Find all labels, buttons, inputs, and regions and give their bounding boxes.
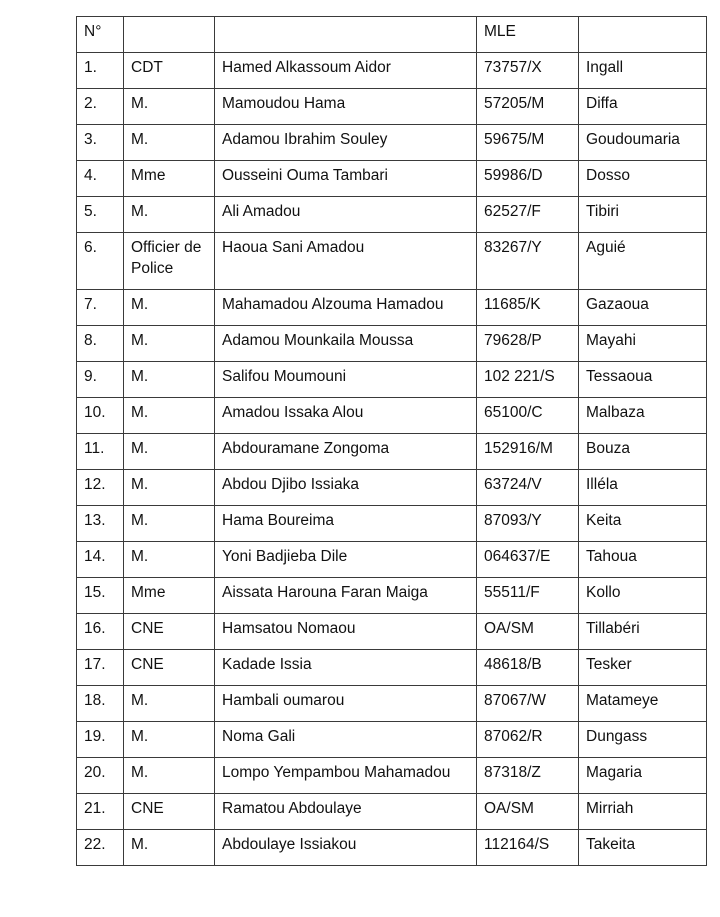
row-name-cell: Amadou Issaka Alou	[215, 398, 477, 434]
table-row	[77, 89, 707, 125]
row-mle-cell: 87067/W	[477, 686, 579, 722]
row-number-cell: 22.	[77, 830, 124, 866]
row-mle-cell: 79628/P	[477, 326, 579, 362]
row-title-cell: M.	[124, 542, 215, 578]
row-name-cell: Mamoudou Hama	[215, 89, 477, 125]
row-mle-cell: OA/SM	[477, 614, 579, 650]
row-name-cell: Kadade Issia	[215, 650, 477, 686]
table-row	[77, 53, 707, 89]
table-row	[77, 125, 707, 161]
row-title-cell: M.	[124, 290, 215, 326]
row-number-cell: 18.	[77, 686, 124, 722]
row-title-cell: M.	[124, 89, 215, 125]
row-number-cell: 3.	[77, 125, 124, 161]
row-number-cell: 4.	[77, 161, 124, 197]
row-title-cell: M.	[124, 434, 215, 470]
row-name-cell: Abdoulaye Issiakou	[215, 830, 477, 866]
row-locality-cell: Bouza	[579, 434, 707, 470]
row-mle-cell: 59986/D	[477, 161, 579, 197]
row-locality-cell: Tillabéri	[579, 614, 707, 650]
row-title-cell: CNE	[124, 794, 215, 830]
row-name-cell: Aissata Harouna Faran Maiga	[215, 578, 477, 614]
header-title	[124, 17, 215, 53]
row-title-cell: Officier de Police	[124, 233, 215, 290]
row-locality-cell: Matameye	[579, 686, 707, 722]
row-name-cell: Adamou Mounkaila Moussa	[215, 326, 477, 362]
row-mle-cell: 55511/F	[477, 578, 579, 614]
row-title-cell: M.	[124, 326, 215, 362]
row-locality-cell: Illéla	[579, 470, 707, 506]
row-locality-cell: Tibiri	[579, 197, 707, 233]
roster-table	[76, 16, 707, 866]
row-title-cell: M.	[124, 125, 215, 161]
table-row	[77, 614, 707, 650]
table-row	[77, 830, 707, 866]
row-mle-cell: 62527/F	[477, 197, 579, 233]
row-number-cell: 9.	[77, 362, 124, 398]
row-number-cell: 5.	[77, 197, 124, 233]
row-locality-cell: Tesker	[579, 650, 707, 686]
row-title-cell: CDT	[124, 53, 215, 89]
row-name-cell: Salifou Moumouni	[215, 362, 477, 398]
row-title-cell: M.	[124, 722, 215, 758]
row-title-cell: M.	[124, 398, 215, 434]
row-name-cell: Hama Boureima	[215, 506, 477, 542]
row-locality-cell: Keita	[579, 506, 707, 542]
row-name-cell: Adamou Ibrahim Souley	[215, 125, 477, 161]
header-locality	[579, 17, 707, 53]
table-row	[77, 794, 707, 830]
row-locality-cell: Dosso	[579, 161, 707, 197]
row-number-cell: 12.	[77, 470, 124, 506]
table-row	[77, 233, 707, 290]
row-locality-cell: Ingall	[579, 53, 707, 89]
row-locality-cell: Aguié	[579, 233, 707, 290]
row-title-cell: Mme	[124, 578, 215, 614]
table-row	[77, 650, 707, 686]
row-title-cell: M.	[124, 830, 215, 866]
row-name-cell: Noma Gali	[215, 722, 477, 758]
table-row	[77, 161, 707, 197]
row-number-cell: 19.	[77, 722, 124, 758]
row-number-cell: 20.	[77, 758, 124, 794]
row-name-cell: Yoni Badjieba Dile	[215, 542, 477, 578]
row-mle-cell: 102 221/S	[477, 362, 579, 398]
row-mle-cell: 064637/E	[477, 542, 579, 578]
row-name-cell: Hambali oumarou	[215, 686, 477, 722]
row-number-cell: 1.	[77, 53, 124, 89]
row-number-cell: 7.	[77, 290, 124, 326]
row-number-cell: 11.	[77, 434, 124, 470]
row-number-cell: 8.	[77, 326, 124, 362]
table-row	[77, 290, 707, 326]
row-mle-cell: 57205/M	[477, 89, 579, 125]
row-name-cell: Lompo Yempambou Mahamadou	[215, 758, 477, 794]
row-number-cell: 14.	[77, 542, 124, 578]
row-mle-cell: 87093/Y	[477, 506, 579, 542]
table-row	[77, 758, 707, 794]
table-row	[77, 197, 707, 233]
row-title-cell: M.	[124, 758, 215, 794]
table-row	[77, 506, 707, 542]
row-name-cell: Hamed Alkassoum Aidor	[215, 53, 477, 89]
row-title-cell: CNE	[124, 614, 215, 650]
roster-body	[77, 17, 707, 866]
row-title-cell: M.	[124, 362, 215, 398]
row-number-cell: 21.	[77, 794, 124, 830]
row-locality-cell: Magaria	[579, 758, 707, 794]
table-row	[77, 470, 707, 506]
header-number: N°	[77, 17, 124, 53]
row-locality-cell: Goudoumaria	[579, 125, 707, 161]
table-row	[77, 722, 707, 758]
row-locality-cell: Diffa	[579, 89, 707, 125]
row-name-cell: Hamsatou Nomaou	[215, 614, 477, 650]
row-locality-cell: Tessaoua	[579, 362, 707, 398]
row-mle-cell: 87318/Z	[477, 758, 579, 794]
table-row	[77, 542, 707, 578]
row-mle-cell: 48618/B	[477, 650, 579, 686]
row-locality-cell: Kollo	[579, 578, 707, 614]
row-title-cell: M.	[124, 197, 215, 233]
row-name-cell: Abdou Djibo Issiaka	[215, 470, 477, 506]
row-locality-cell: Mirriah	[579, 794, 707, 830]
row-number-cell: 13.	[77, 506, 124, 542]
table-row	[77, 398, 707, 434]
row-mle-cell: 59675/M	[477, 125, 579, 161]
row-title-cell: M.	[124, 506, 215, 542]
row-number-cell: 16.	[77, 614, 124, 650]
table-row	[77, 326, 707, 362]
row-locality-cell: Mayahi	[579, 326, 707, 362]
row-mle-cell: 112164/S	[477, 830, 579, 866]
table-row	[77, 686, 707, 722]
row-mle-cell: 83267/Y	[477, 233, 579, 290]
table-row	[77, 362, 707, 398]
table-row	[77, 434, 707, 470]
row-name-cell: Mahamadou Alzouma Hamadou	[215, 290, 477, 326]
row-locality-cell: Takeita	[579, 830, 707, 866]
row-mle-cell: 73757/X	[477, 53, 579, 89]
row-name-cell: Haoua Sani Amadou	[215, 233, 477, 290]
row-name-cell: Abdouramane Zongoma	[215, 434, 477, 470]
row-mle-cell: 63724/V	[477, 470, 579, 506]
row-number-cell: 15.	[77, 578, 124, 614]
header-row	[77, 17, 707, 53]
row-locality-cell: Dungass	[579, 722, 707, 758]
row-title-cell: CNE	[124, 650, 215, 686]
row-name-cell: Ali Amadou	[215, 197, 477, 233]
row-name-cell: Ramatou Abdoulaye	[215, 794, 477, 830]
row-number-cell: 6.	[77, 233, 124, 290]
row-locality-cell: Malbaza	[579, 398, 707, 434]
row-title-cell: M.	[124, 470, 215, 506]
row-name-cell: Ousseini Ouma Tambari	[215, 161, 477, 197]
row-mle-cell: 65100/C	[477, 398, 579, 434]
header-mle: MLE	[477, 17, 579, 53]
row-mle-cell: 11685/K	[477, 290, 579, 326]
row-locality-cell: Tahoua	[579, 542, 707, 578]
table-row	[77, 578, 707, 614]
row-title-cell: M.	[124, 686, 215, 722]
row-number-cell: 2.	[77, 89, 124, 125]
row-mle-cell: 152916/M	[477, 434, 579, 470]
row-mle-cell: OA/SM	[477, 794, 579, 830]
header-name	[215, 17, 477, 53]
row-title-cell: Mme	[124, 161, 215, 197]
row-mle-cell: 87062/R	[477, 722, 579, 758]
row-number-cell: 10.	[77, 398, 124, 434]
row-number-cell: 17.	[77, 650, 124, 686]
row-locality-cell: Gazaoua	[579, 290, 707, 326]
